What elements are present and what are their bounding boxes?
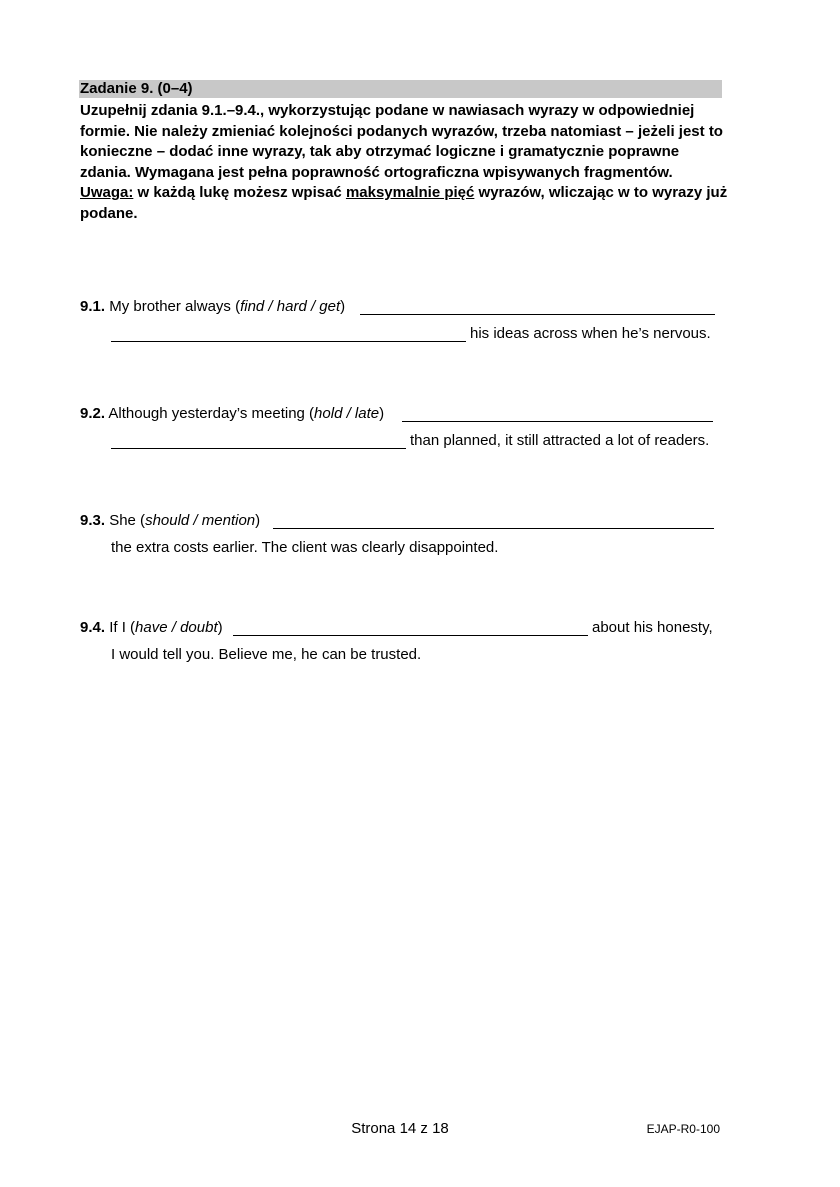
item-9-4-continuation: I would tell you. Believe me, he can be trusted. xyxy=(111,646,422,663)
note-label: Uwaga: xyxy=(80,184,134,202)
instruction-text: Uzupełnij zdania 9.1.–9.4., wykorzystując podane w nawiasach wyrazy w odpowiedniej formie. Nie należy zmieniać kolejności podanych wyrazów, trzeba natomiast – jeżeli jest to konieczne – dodać inne wyrazy, tak aby otrzymać logiczne i gramatycznie poprawne zdania. Wymagana jest pełna poprawność ortograficzna wpisywanych fragmentów. xyxy=(80,102,723,181)
answer-blank-9-4[interactable] xyxy=(233,635,588,636)
note-emphasis: maksymalnie pięć xyxy=(345,184,475,202)
page-number: Strona 14 z 18 xyxy=(351,1120,449,1137)
item-9-3-line-1: 9.3. She (should / mention) xyxy=(80,512,261,529)
answer-blank-9-1-b[interactable] xyxy=(111,341,466,342)
item-9-3-continuation: the extra costs earlier. The client was clearly disappointed. xyxy=(111,539,499,556)
answer-blank-9-2-b[interactable] xyxy=(111,448,406,449)
answer-blank-9-1-a[interactable] xyxy=(360,314,715,315)
item-text: My brother always ( xyxy=(109,298,241,315)
item-9-4-line-1: 9.4. If I (have / doubt) xyxy=(80,619,223,636)
note-text-end: wyrazów, wliczając w to wyrazy już podane. xyxy=(80,184,728,222)
item-hint: should / mention xyxy=(145,512,256,529)
task-instructions xyxy=(80,101,730,225)
item-9-4-after-blank: about his honesty, xyxy=(592,619,713,636)
item-hint: hold / late xyxy=(314,405,380,422)
item-hint: have / doubt xyxy=(135,619,218,636)
item-text: She ( xyxy=(109,512,146,529)
item-hint: find / hard / get xyxy=(240,298,341,315)
item-text: Although yesterday’s meeting ( xyxy=(108,405,315,422)
item-number: 9.2. xyxy=(80,405,106,422)
item-9-2-continuation: than planned, it still attracted a lot of readers. xyxy=(410,432,710,449)
item-9-2-line-1: 9.2. Although yesterday’s meeting (hold / late) xyxy=(80,405,385,422)
answer-blank-9-2-a[interactable] xyxy=(402,421,713,422)
item-number: 9.4. xyxy=(80,619,106,636)
answer-blank-9-3[interactable] xyxy=(273,528,714,529)
item-9-1-continuation: his ideas across when he’s nervous. xyxy=(470,325,711,342)
item-number: 9.3. xyxy=(80,512,106,529)
item-text: If I ( xyxy=(109,619,136,636)
item-number: 9.1. xyxy=(80,298,106,315)
item-9-1-line-1: 9.1. My brother always (find / hard / get) xyxy=(80,298,346,315)
exam-code: EJAP-R0-100 xyxy=(646,1122,720,1136)
task-header: Zadanie 9. (0–4) xyxy=(79,80,722,98)
note-text: w każdą lukę możesz wpisać xyxy=(133,184,346,202)
